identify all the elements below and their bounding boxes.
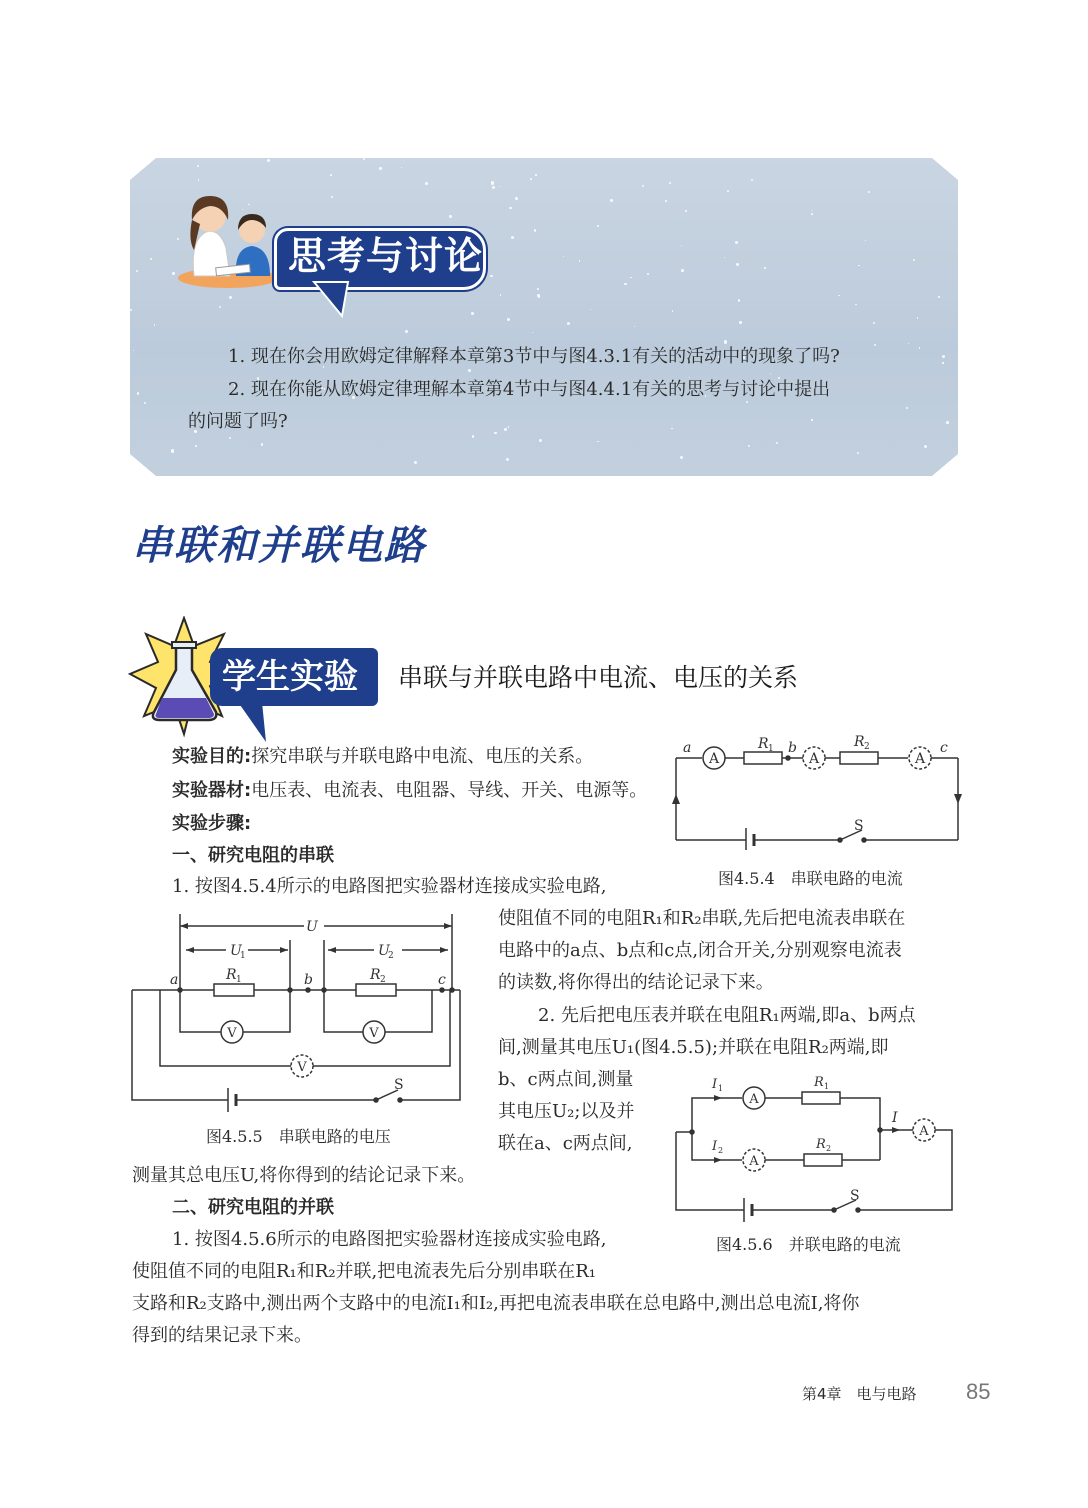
- steps-label: 实验步骤:: [172, 813, 252, 834]
- sparkle: [776, 442, 778, 444]
- sparkle: [330, 174, 332, 176]
- sparkle: [509, 207, 511, 209]
- ammeter-b-label: A: [808, 751, 820, 767]
- p3-line1: 1. 按图4.5.6所示的电路图把实验器材连接成实验电路,: [172, 1229, 607, 1250]
- sparkle: [500, 294, 502, 296]
- speech-tail-icon: [312, 280, 352, 320]
- r2-sub: 2: [864, 742, 870, 752]
- p2-line2: 间,测量其电压U₁(图4.5.5);并联在电阻R₂两端,即: [498, 1037, 889, 1058]
- sparkle: [492, 186, 495, 189]
- sparkle: [590, 309, 591, 310]
- sparkle: [539, 439, 542, 442]
- sparkle: [267, 159, 270, 162]
- sparkle: [331, 196, 333, 198]
- sparkle: [472, 435, 474, 437]
- r1-label: R: [758, 736, 769, 752]
- sparkle: [229, 296, 232, 299]
- sparkle: [449, 215, 452, 218]
- footer-chapter: 第4章 电与电路: [802, 1385, 917, 1403]
- figure-4-5-6-caption: 图4.5.6 并联电路的电流: [716, 1235, 901, 1254]
- i1-label: I: [712, 1077, 718, 1092]
- sparkle: [647, 273, 649, 275]
- sparkle: [261, 443, 264, 446]
- r1-sub: 1: [824, 1082, 830, 1091]
- i2-sub: 2: [718, 1146, 724, 1155]
- sparkle: [567, 322, 570, 325]
- sparkle: [172, 272, 174, 274]
- r2-label: R: [854, 734, 865, 750]
- point-b-label: b: [304, 972, 313, 988]
- i2-label: I: [712, 1139, 718, 1154]
- sparkle: [738, 299, 740, 301]
- sparkle: [624, 283, 627, 286]
- experiment-title: 串联与并联电路中电流、电压的关系: [398, 663, 799, 692]
- sparkle: [739, 321, 741, 323]
- sparkle: [197, 165, 199, 167]
- sparkle: [811, 213, 813, 215]
- sparkle: [515, 197, 518, 200]
- ammeter-2-label: A: [749, 1154, 759, 1169]
- voltmeter-2-label: V: [369, 1026, 379, 1041]
- sparkle: [499, 186, 500, 187]
- sparkle: [537, 288, 539, 290]
- purpose-line: [172, 742, 593, 772]
- sparkle: [508, 426, 509, 427]
- p2-line5: 联在a、c两点间,: [498, 1133, 633, 1154]
- think-question-2: 2. 现在你能从欧姆定律理解本章第4节中与图4.4.1有关的思考与讨论中提出: [228, 379, 831, 400]
- sparkle: [219, 306, 221, 308]
- ammeter-1-label: A: [749, 1092, 759, 1107]
- sparkle: [865, 240, 866, 241]
- purpose-text: 探究串联与并联电路中电流、电压的关系。: [251, 746, 594, 767]
- sparkle: [924, 445, 927, 448]
- sparkle: [425, 182, 428, 185]
- materials-text: 电压表、电流表、电阻器、导线、开关、电源等。: [251, 780, 648, 801]
- sparkle: [490, 275, 492, 277]
- sparkle: [137, 392, 139, 394]
- p1-line4: 的读数,将你得出的结论记录下来。: [498, 972, 774, 993]
- point-c-label: c: [438, 972, 446, 988]
- sparkle: [195, 445, 197, 447]
- figure-4-5-5-caption: 图4.5.5 串联电路的电压: [206, 1127, 391, 1146]
- figure-4-5-4-series-current: [668, 728, 968, 850]
- ammeter-a-label: A: [708, 751, 720, 767]
- u1-sub: 1: [240, 951, 246, 961]
- sparkle: [130, 309, 132, 311]
- p1-line1: 1. 按图4.5.4所示的电路图把实验器材连接成实验电路,: [172, 876, 607, 897]
- sparkle: [665, 200, 667, 202]
- r2-sub: 2: [826, 1144, 832, 1153]
- sparkle: [672, 310, 673, 311]
- teacher-student-illustration: [176, 190, 286, 290]
- sparkle: [868, 191, 870, 193]
- sparkle: [751, 179, 753, 181]
- sparkle: [405, 330, 407, 332]
- sparkle: [642, 185, 644, 187]
- sparkle: [942, 362, 943, 363]
- think-title: 思考与讨论: [288, 234, 484, 278]
- sparkle: [857, 452, 859, 454]
- sparkle: [414, 461, 417, 464]
- sparkle: [535, 174, 537, 176]
- sparkle: [873, 322, 875, 324]
- r1-label: R: [814, 1075, 824, 1090]
- p3-line3: 支路和R₂支路中,测出两个支路中的电流I₁和I₂,再把电流表串联在总电路中,测出总电流I,将你: [132, 1293, 860, 1314]
- u2-label: U: [378, 943, 390, 959]
- sparkle: [811, 419, 812, 420]
- sparkle: [471, 312, 474, 315]
- switch-label: S: [394, 1077, 404, 1093]
- p2-line1: 2. 先后把电压表并联在电阻R₁两端,即a、b两点: [538, 1005, 916, 1026]
- sparkle: [748, 445, 750, 447]
- sparkle: [532, 332, 533, 333]
- materials-line: [172, 776, 647, 806]
- sparkle: [630, 277, 631, 278]
- sparkle: [770, 373, 772, 375]
- sparkle: [530, 178, 532, 180]
- sparkle: [534, 229, 537, 232]
- figure-4-5-4-caption: 图4.5.4 串联电路的电流: [718, 869, 903, 888]
- sparkle: [401, 167, 402, 168]
- sparkle: [506, 458, 509, 461]
- sparkle: [874, 344, 876, 346]
- r1-sub: 1: [768, 744, 774, 754]
- p3-line4: 得到的结果记录下来。: [132, 1325, 312, 1346]
- i-label: I: [892, 1110, 898, 1126]
- ammeter-total-label: A: [919, 1124, 929, 1139]
- r2-label: R: [370, 967, 381, 983]
- sparkle: [764, 267, 766, 269]
- sparkle: [724, 257, 725, 258]
- purpose-label: 实验目的:: [172, 746, 252, 767]
- sparkle: [504, 428, 506, 430]
- r2-label: R: [816, 1137, 826, 1152]
- switch-label: S: [850, 1188, 860, 1204]
- sparkle: [685, 210, 687, 212]
- voltmeter-1-label: V: [227, 1026, 237, 1041]
- sparkle: [491, 181, 494, 184]
- sparkle: [136, 270, 138, 272]
- sparkle: [363, 158, 365, 160]
- think-question-1: 1. 现在你会用欧姆定律解释本章第3节中与图4.3.1有关的活动中的现象了吗?: [228, 346, 840, 367]
- sparkle: [855, 304, 857, 306]
- sparkle: [229, 437, 232, 440]
- sparkle: [680, 456, 683, 459]
- i1-sub: 1: [718, 1084, 724, 1093]
- sparkle: [946, 421, 949, 424]
- sparkle: [727, 190, 729, 192]
- u1-label: U: [230, 943, 242, 959]
- experiment-badge-label: 学生实验: [222, 657, 358, 697]
- sparkle: [671, 428, 673, 430]
- point-c-label: c: [940, 740, 948, 756]
- r1-label: R: [226, 967, 237, 983]
- sparkle: [838, 295, 839, 296]
- u-label: U: [306, 919, 318, 935]
- p1-line2: 使阻值不同的电阻R₁和R₂串联,先后把电流表串联在: [498, 908, 906, 929]
- think-question-2-cont: 的问题了吗?: [188, 411, 288, 432]
- sparkle: [634, 326, 635, 327]
- sparkle: [538, 295, 540, 297]
- sparkle: [942, 355, 945, 358]
- u2-sub: 2: [388, 951, 394, 961]
- part2-heading: 二、研究电阻的并联: [172, 1197, 334, 1218]
- sparkle: [171, 449, 174, 452]
- sparkle: [150, 258, 152, 260]
- voltmeter-total-label: V: [297, 1060, 307, 1075]
- sparkle: [511, 236, 514, 239]
- r2-sub: 2: [380, 975, 386, 985]
- sparkle: [681, 269, 684, 272]
- materials-label: 实验器材:: [172, 780, 252, 801]
- sparkle: [735, 241, 738, 244]
- badge-tail-icon: [236, 700, 276, 746]
- switch-label: S: [854, 818, 864, 834]
- sparkle: [144, 402, 146, 404]
- point-b-label: b: [788, 740, 797, 756]
- section-title: 串联和并联电路: [132, 523, 426, 569]
- sparkle: [154, 324, 156, 326]
- sparkle: [908, 343, 909, 344]
- p2-line4: 其电压U₂;以及并: [498, 1101, 635, 1122]
- sparkle: [906, 407, 908, 409]
- sparkle: [507, 318, 510, 321]
- sparkle: [917, 317, 918, 318]
- sparkle: [913, 259, 915, 261]
- sparkle: [597, 441, 598, 442]
- sparkle: [669, 182, 671, 184]
- sparkle: [681, 245, 682, 246]
- figure-4-5-5-series-voltage: [128, 912, 468, 1118]
- point-a-label: a: [170, 972, 179, 988]
- sparkle: [858, 265, 860, 267]
- p2-line3: b、c两点间,测量: [498, 1069, 634, 1090]
- r1-sub: 1: [236, 975, 242, 985]
- page-number: 85: [966, 1379, 991, 1404]
- figure-4-5-6-parallel-current: [668, 1070, 968, 1226]
- point-a-label: a: [683, 740, 692, 756]
- p1-line3: 电路中的a点、b点和c点,闭合开关,分别观察电流表: [498, 940, 902, 961]
- sparkle: [938, 296, 940, 298]
- sparkle: [597, 225, 599, 227]
- sparkle: [811, 210, 812, 211]
- sparkle: [379, 167, 382, 170]
- ammeter-c-label: A: [914, 751, 926, 767]
- sparkle: [579, 260, 580, 261]
- p2-line6: 测量其总电压U,将你得到的结论记录下来。: [132, 1165, 476, 1186]
- sparkle: [610, 199, 613, 202]
- sparkle: [198, 179, 199, 180]
- sparkle: [563, 256, 564, 257]
- sparkle: [736, 263, 739, 266]
- p3-line2: 使阻值不同的电阻R₁和R₂并联,把电流表先后分别串联在R₁: [132, 1261, 597, 1282]
- sparkle: [919, 347, 921, 349]
- sparkle: [133, 350, 134, 351]
- part1-heading: 一、研究电阻的串联: [172, 845, 334, 866]
- sparkle: [494, 432, 497, 435]
